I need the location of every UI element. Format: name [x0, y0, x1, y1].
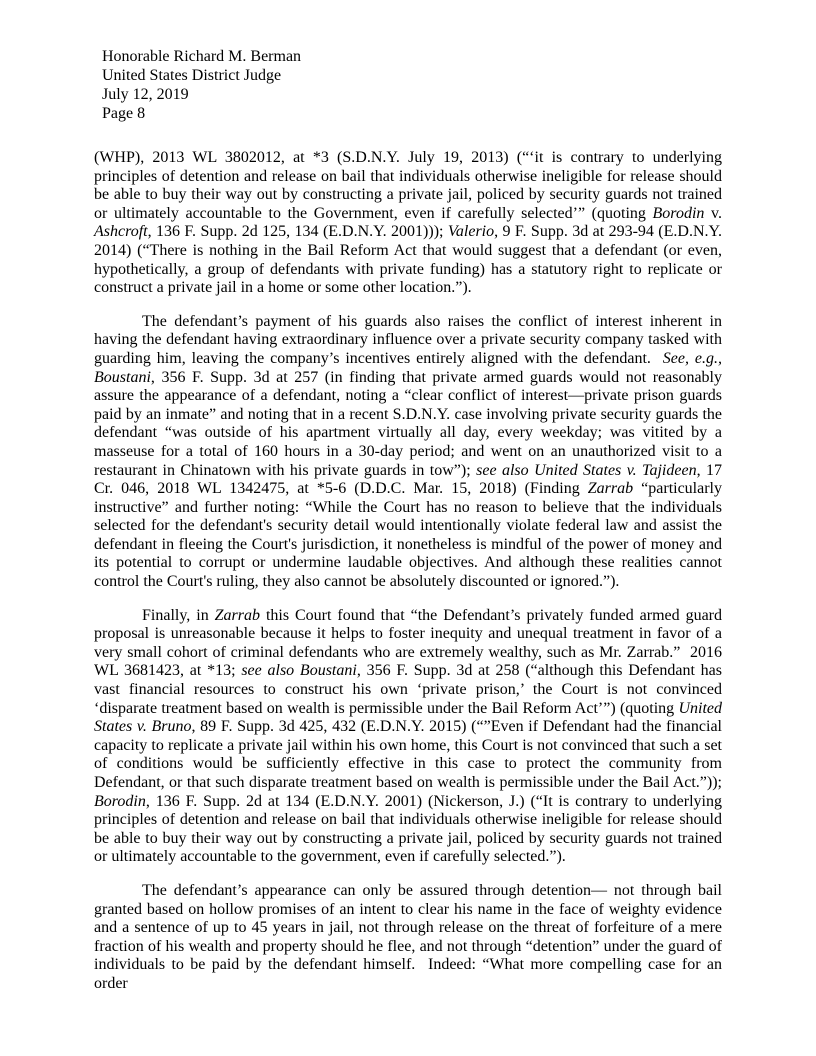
- letter-header: [102, 47, 301, 123]
- paragraph-detention-conclusion: The defendant’s appearance can only be assured through detention— not through bail granted based on hollow promises of an intent to clear his name in the face of weighty evidence and a sentence of up to 45 years in jail, not through release on the threat of forfeiture of a mere fraction of his wealth and property should he flee, and not through “detention” under the guard of individuals to be paid by the defendant himself. Indeed: “What more compelling case for an order: [94, 881, 722, 992]
- paragraph-conflict-of-interest: The defendant’s payment of his guards also raises the conflict of interest inherent in having the defendant having extraordinary influence over a private security company tasked with guarding him, leaving the company’s incentives entirely aligned with the defendant. See, e.g., Boustani, 356 F. Supp. 3d at 257 (in finding that private armed guards would not reasonably assure the appearance of a defendant, noting a “clear conflict of interest—private prison guards paid by an inmate” and noting that in a recent S.D.N.Y. case involving private security guards the defendant “was outside of his apartment virtually all day, every weekday; was vitited by a masseuse for a total of 160 hours in a 30-day period; and went on an unauthorized visit to a restaurant in Chinatown with his private guards in tow”); see also United States v. Tajideen, 17 Cr. 046, 2018 WL 1342475, at *5-6 (D.D.C. Mar. 15, 2018) (Finding Zarrab “particularly instructive” and further noting: “While the Court has no reason to believe that the individuals selected for the defendant's security detail would intentionally violate federal law and assist the defendant in fleeing the Court's jurisdiction, it nonetheless is mindful of the power of money and its potential to corrupt or undermine laudable objectives. And although these realities cannot control the Court's ruling, they also cannot be absolutely discounted or ignored.”).: [94, 312, 723, 591]
- header-line-recipient-title: United States District Judge: [102, 67, 282, 84]
- header-line-page-number: Page 8: [102, 105, 146, 122]
- header-line-date: July 12, 2019: [102, 86, 189, 103]
- paragraph-zarrab-finding: Finally, in Zarrab this Court found that “the Defendant’s privately funded armed guard proposal is unreasonable because it helps to foster inequity and unequal treatment in favor of a very small cohort of criminal defendants who are extremely wealthy, such as Mr. Zarrab.” 2016 WL 3681423, at *13; see also Boustani, 356 F. Supp. 3d at 258 (“although this Defendant has vast financial resources to construct his own ‘private prison,’ the Court is not convinced ‘disparate treatment based on wealth is permissible under the Bail Reform Act’”) (quoting United States v. Bruno, 89 F. Supp. 3d 425, 432 (E.D.N.Y. 2015) (“”Even if Defendant had the financial capacity to replicate a private jail within his own home, this Court is not convinced that such a set of conditions would be sufficiently effective in this case to protect the community from Defendant, or that such disparate treatment based on wealth is permissible under the Bail Act.”)); Borodin, 136 F. Supp. 2d at 134 (E.D.N.Y. 2001) (Nickerson, J.) (“It is contrary to underlying principles of detention and release on bail that individuals otherwise ineligible for release should be able to buy their way out by constructing a private jail, policed by security guards not trained or ultimately accountable to the government, even if carefully selected.”).: [94, 606, 722, 866]
- header-line-recipient: Honorable Richard M. Berman: [102, 48, 302, 65]
- letter-body: [94, 149, 722, 994]
- paragraph-citations-whp: (WHP), 2013 WL 3802012, at *3 (S.D.N.Y. July 19, 2013) (“‘it is contrary to underlying principles of detention and release on bail that individuals otherwise ineligible for release should be able to buy their way out by constructing a private jail, policed by security guards not trained or ultimately accountable to the Government, even if carefully selected’” (quoting Borodin v. Ashcroft, 136 F. Supp. 2d 125, 134 (E.D.N.Y. 2001))); Valerio, 9 F. Supp. 3d at 293-94 (E.D.N.Y. 2014) (“There is nothing in the Bail Reform Act that would suggest that a defendant (or even, hypothetically, a group of defendants with private funding) has a statutory right to replicate or construct a private jail in a home or some other location.”).: [94, 149, 723, 297]
